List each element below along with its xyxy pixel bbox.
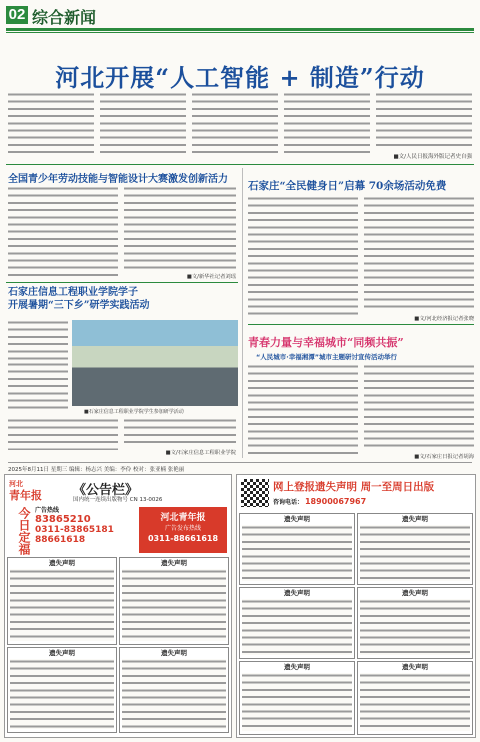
ad-right-title: 网上登报遗失声明 周一至周日出版 [273,481,435,493]
ad-left-notice-2-body [122,569,226,641]
article3-byline: ■文/石家庄信息工程职业学院 [165,450,236,456]
article1-body-col-1 [8,186,118,278]
ad-right-notice-5 [239,661,355,735]
article4-title: 青春力量与幸福城市“同频共振” [248,336,404,349]
ad-right-notice-4-body [360,599,470,655]
lead-byline: ■文/人民日报海外版记者史自强 [393,154,472,160]
article4-subtitle: “人民城市·幸福湘潭”城市主题研讨宣传活动举行 [256,353,398,361]
ad-right-notice-5-title: 遗失声明 [284,663,310,671]
ad-left-phone-label: 广告热线 [35,507,60,514]
header-rule-thin [6,32,474,33]
ad-left-notice-2-title: 遗失声明 [161,559,187,567]
article2-byline: ■文/河北经济报记者张晓 [414,316,474,322]
ad-left [4,474,232,738]
article4-body-col-1 [248,364,358,458]
ad-left-notice-4 [119,647,229,733]
ad-right-notice-5-body [242,673,352,731]
ad-left-red-box [139,507,227,553]
ad-left-notice-4-title: 遗失声明 [161,649,187,657]
ad-left-phone-box [35,505,135,553]
ad-right-notice-1-title: 遗失声明 [284,515,310,523]
lead-headline: 河北开展“人工智能 + 制造”行动 [55,63,425,92]
article2-title: 石家庄“全民健身日”启幕 70余场活动免费 [248,180,447,192]
article3-photo-caption: ■石家庄信息工程职业学院学生参加研学活动 [84,409,184,415]
ad-left-masthead [7,477,229,503]
ad-right-header [239,477,473,511]
lead-separator [6,164,474,165]
article2-body-col-2 [364,196,474,312]
ad-left-notice-2 [119,557,229,645]
ad-left-red-subtitle: 广告发布热线 [164,525,201,532]
ad-right-notice-1 [239,513,355,585]
ad-left-side-label: 今日定福 [17,507,31,555]
ad-right-notice-3 [239,587,355,659]
ad-left-notice-3 [7,647,117,733]
ad-left-phone-2: 0311-83865181 [35,525,114,535]
page-number: 02 [6,6,28,24]
article4-top-rule [248,324,474,325]
article4-byline: ■文/石家庄日报记者胡海 [414,454,474,460]
article3-photo [72,320,238,406]
ad-right-notice-3-body [242,599,352,655]
ad-right-notice-4-title: 遗失声明 [402,589,428,597]
footer-date-line: 2025年8月11日 星期三 编辑：杨志兴 美编：李伶 校对：张亚楠 张艳丽 [8,462,472,473]
ad-right [236,474,476,738]
article3-body-col-2 [8,418,118,450]
section-title: 综合新闻 [32,8,97,27]
ad-left-notice-3-title: 遗失声明 [49,649,75,657]
ad-right-notice-2 [357,513,473,585]
ad-left-notice-3-body [10,659,114,729]
column-divider [242,168,243,458]
ad-left-red-phone: 0311-88661618 [147,534,219,543]
article3-body-col-3 [124,418,236,446]
lead-body-col-1 [8,92,94,158]
ad-left-brand: 青年报 [9,489,42,502]
article3-body-col-1 [8,320,68,360]
ad-left-notice-1-title: 遗失声明 [49,559,75,567]
article2-body-col-1 [248,196,358,320]
ad-left-notice-4-body [122,659,226,729]
article3-top-rule [6,282,238,283]
article3-title: 石家庄信息工程职业学院学子 开展暑期“三下乡”研学实践活动 [8,287,150,311]
header-rule [6,28,474,31]
lead-body-col-4 [284,92,370,158]
ad-left-subtitle: 国内统一连续出版物号 CN 13-0026 [73,497,163,503]
ad-right-notice-6-title: 遗失声明 [402,663,428,671]
lead-body-col-3 [192,92,278,158]
ad-right-notice-1-body [242,525,352,581]
article4-body-col-2 [364,364,474,450]
ad-left-title: 《公告栏》 [73,483,139,498]
ad-left-notice-1-body [10,569,114,641]
lead-body-col-2 [100,92,186,158]
ad-right-notice-6 [357,661,473,735]
article1-body-col-2 [124,186,236,270]
ad-left-city: 河北 [9,480,23,488]
ad-left-red-title: 河北青年报 [160,513,206,523]
article1-byline: ■文/新华社记者刘瑶 [186,274,236,280]
lead-body-col-5 [376,92,472,150]
ad-right-phone-label: 咨询电话： [273,499,304,506]
article3-body-col-1b [8,362,68,414]
ad-left-phone-3: 88661618 [35,535,86,545]
ad-right-notice-2-body [360,525,470,581]
ad-right-phone: 18900067967 [304,497,367,506]
article1-title: 全国青少年劳动技能与智能设计大赛激发创新活力 [8,174,228,185]
ad-left-notice-1 [7,557,117,645]
ad-left-phone-1: 83865210 [35,514,91,525]
ad-right-notice-2-title: 遗失声明 [402,515,428,523]
ad-right-notice-3-title: 遗失声明 [284,589,310,597]
ad-right-qr-icon [241,479,269,507]
ad-right-notice-4 [357,587,473,659]
ad-right-phone-row [273,497,473,506]
ad-right-notice-6-body [360,673,470,731]
